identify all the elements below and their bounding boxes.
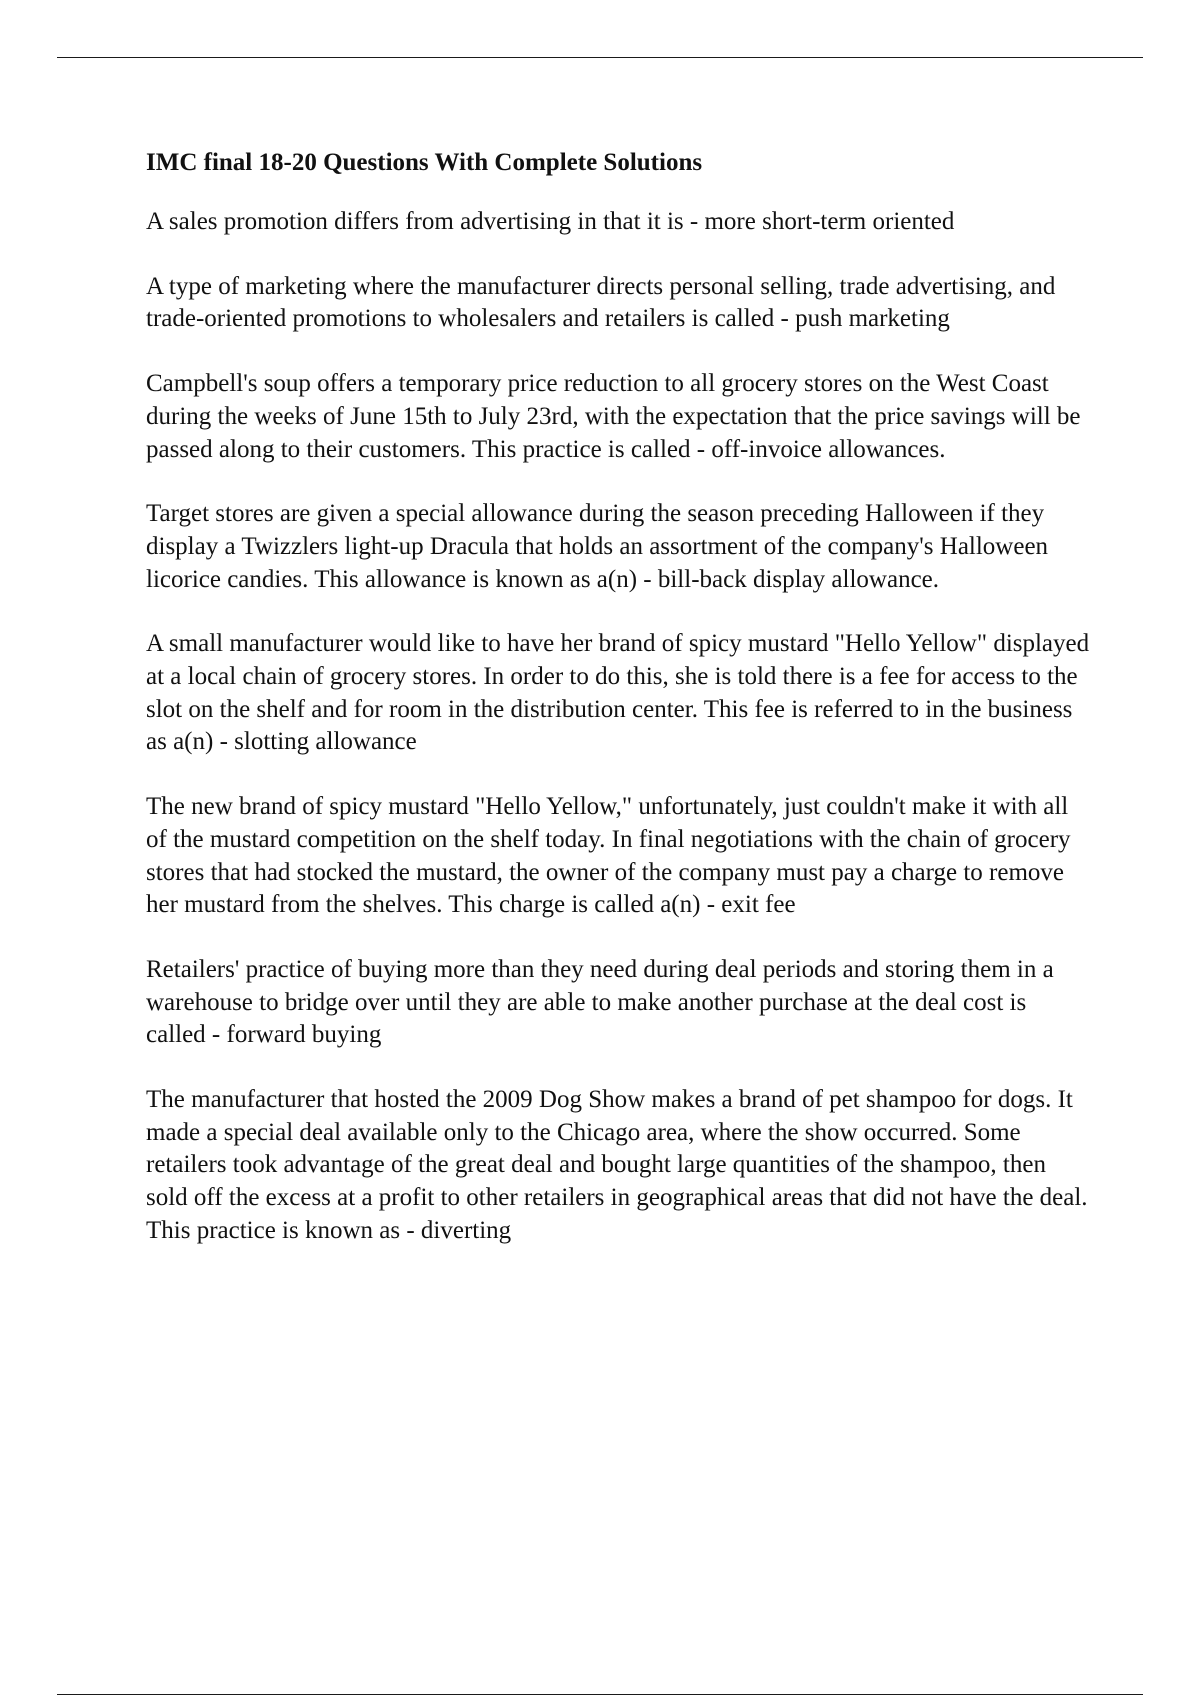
top-divider	[57, 57, 1143, 58]
question-answer-6: The new brand of spicy mustard "Hello Yellow," unfortunately, just couldn't make it with all of the mustard competition on the shelf today. In final negotiations with the chain of grocery stores that had stocked the mustard, the owner of the company must pay a charge to remove her mustard from the shelves. This charge is called a(n) - exit fee	[146, 793, 1071, 919]
document-title: IMC final 18-20 Questions With Complete Solutions	[146, 149, 703, 176]
question-answer-2: A type of marketing where the manufacturer directs personal selling, trade advertising, and trade-oriented promotions to wholesalers and retailers is called - push marketing	[146, 272, 1056, 333]
bottom-divider	[57, 1694, 1143, 1695]
question-answer-8: The manufacturer that hosted the 2009 Dog Show makes a brand of pet shampoo for dogs. It made a special deal available only to the Chicago area, where the show occurred. Some retailers took advantage of the great deal and bought large quantities of the shampoo, then sold off the excess at a profit to other retailers in geographical areas that did not have the deal. This practice is known as - diverting	[146, 1086, 1088, 1244]
question-answer-4: Target stores are given a special allowance during the season preceding Halloween if they display a Twizzlers light-up Dracula that holds an assortment of the company's Halloween licorice candies. This allowance is known as a(n) - bill-back display allowance.	[146, 500, 1049, 593]
question-answer-3: Campbell's soup offers a temporary price reduction to all grocery stores on the West Coast during the weeks of June 15th to July 23rd, with the expectation that the price savings will be passed along to their customers. This practice is called - off-invoice allowances.	[146, 370, 1081, 463]
question-answer-7: Retailers' practice of buying more than they need during deal periods and storing them in a warehouse to bridge over until they are able to make another purchase at the deal cost is called - forward buying	[146, 955, 1054, 1049]
question-answer-5: A small manufacturer would like to have her brand of spicy mustard "Hello Yellow" displayed at a local chain of grocery stores. In order to do this, she is told there is a fee for access to the slot on the shelf and for room in the distribution center. This fee is referred to in the business as a(n) - slotting allowance	[146, 630, 1090, 756]
document-body	[146, 146, 1090, 1280]
question-answer-1: A sales promotion differs from advertising in that it is - more short-term oriented	[146, 208, 955, 235]
